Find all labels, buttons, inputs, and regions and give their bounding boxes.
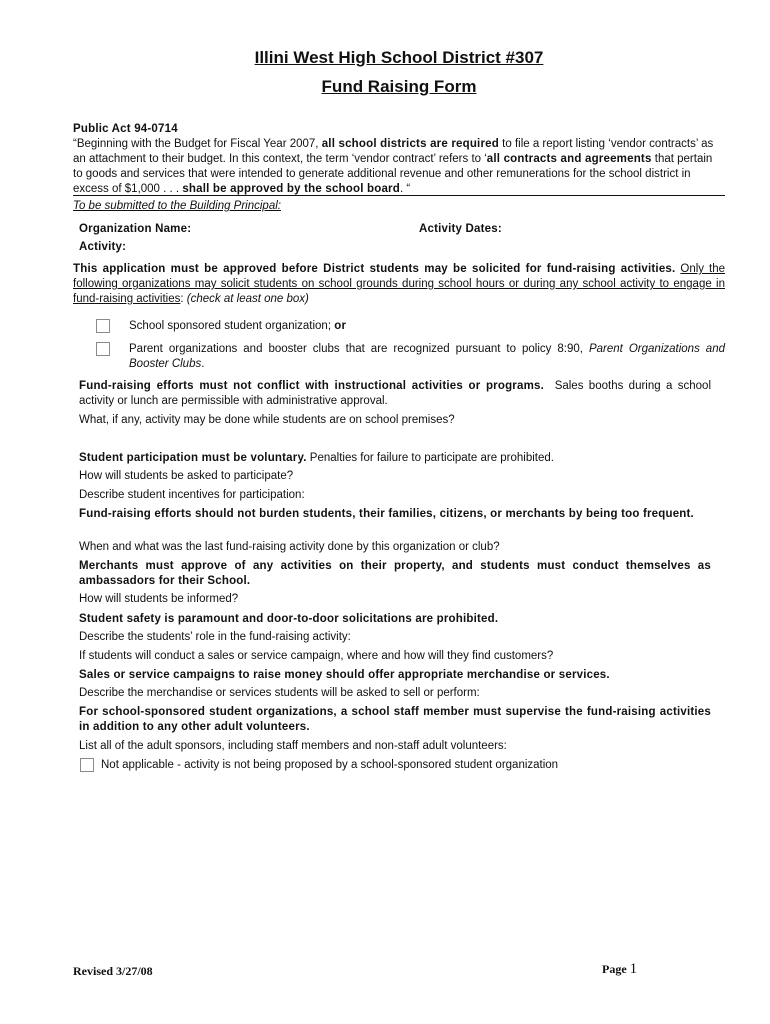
question-merchandise: Describe the merchandise or services students will be asked to sell or perform: bbox=[79, 687, 480, 699]
question-premises-activity: What, if any, activity may be done while students are on school premises? bbox=[79, 414, 455, 426]
section-merchandise: Sales or service campaigns to raise money should offer appropriate merchandise or services. bbox=[79, 669, 610, 681]
option-parent-orgs: Parent organizations and booster clubs that are recognized pursuant to policy 8:90, Parent Organizations and Booster Clubs. bbox=[129, 343, 725, 370]
question-students-role: Describe the students’ role in the fund-raising activity: bbox=[79, 631, 351, 643]
form-title: Fund Raising Form bbox=[321, 77, 477, 96]
section-supervision: For school-sponsored student organizations, a school staff member must supervise the fund-raising activities in addition to any other adult volunteers. bbox=[79, 706, 711, 733]
question-ask-participate: How will students be asked to participate? bbox=[79, 470, 294, 482]
activity-label: Activity: bbox=[79, 241, 127, 253]
submit-instruction: To be submitted to the Building Principal: bbox=[73, 200, 281, 212]
district-title: Illini West High School District #307 bbox=[254, 48, 544, 67]
question-incentives: Describe student incentives for participation: bbox=[79, 489, 305, 501]
divider-line bbox=[73, 195, 725, 196]
option-not-applicable: Not applicable - activity is not being proposed by a school-sponsored student organization bbox=[101, 759, 559, 771]
activity-dates-label: Activity Dates: bbox=[419, 223, 502, 235]
not-applicable-checkbox[interactable] bbox=[80, 758, 94, 772]
section-burden: Fund-raising efforts should not burden students, their families, citizens, or merchants by being too frequent. bbox=[79, 508, 694, 520]
approval-paragraph: This application must be approved before District students may be solicited for fund-raising activities. Only the following organizations may solicit students on school grounds during school hours or during any school activity to engage in fund-raising activities: (check at least one box) bbox=[73, 263, 726, 305]
public-act-heading: Public Act 94-0714 bbox=[73, 123, 178, 135]
public-act-block bbox=[73, 122, 725, 197]
section-merchants: Merchants must approve of any activities on their property, and students must conduct themselves as ambassadors for their School. bbox=[79, 560, 711, 587]
public-act-quote: “Beginning with the Budget for Fiscal Year 2007, all school districts are required to file a report listing ‘vendor contracts’ as an attachment to their budget. In this context, the term ‘vendor contract’ refers to ‘all contracts and agreements that pertain to goods and services that were intended to generate additional revenue and other remunerations for the school district in excess of $1,000 . . . shall be approved by the school board. “ bbox=[73, 138, 714, 195]
section-instructional-conflict: Fund-raising efforts must not conflict with instructional activities or programs. Sales booths during a school activity or lunch are permissible with administrative approval. bbox=[79, 380, 711, 407]
page-number: Page 1 bbox=[602, 961, 638, 977]
revised-date: Revised 3/27/08 bbox=[73, 964, 153, 978]
question-customers: If students will conduct a sales or service campaign, where and how will they find customers? bbox=[79, 650, 554, 662]
option-school-sponsored: School sponsored student organization; or bbox=[129, 320, 347, 332]
question-last-activity: When and what was the last fund-raising activity done by this organization or club? bbox=[79, 541, 500, 553]
question-informed: How will students be informed? bbox=[79, 593, 239, 605]
org-name-label: Organization Name: bbox=[79, 223, 192, 235]
parent-org-checkbox[interactable] bbox=[96, 342, 110, 356]
section-safety: Student safety is paramount and door-to-door solicitations are prohibited. bbox=[79, 613, 499, 625]
school-sponsored-checkbox[interactable] bbox=[96, 319, 110, 333]
question-adult-sponsors: List all of the adult sponsors, including staff members and non-staff adult volunteers: bbox=[79, 740, 507, 752]
section-voluntary: Student participation must be voluntary. Penalties for failure to participate are prohibited. bbox=[79, 452, 554, 464]
